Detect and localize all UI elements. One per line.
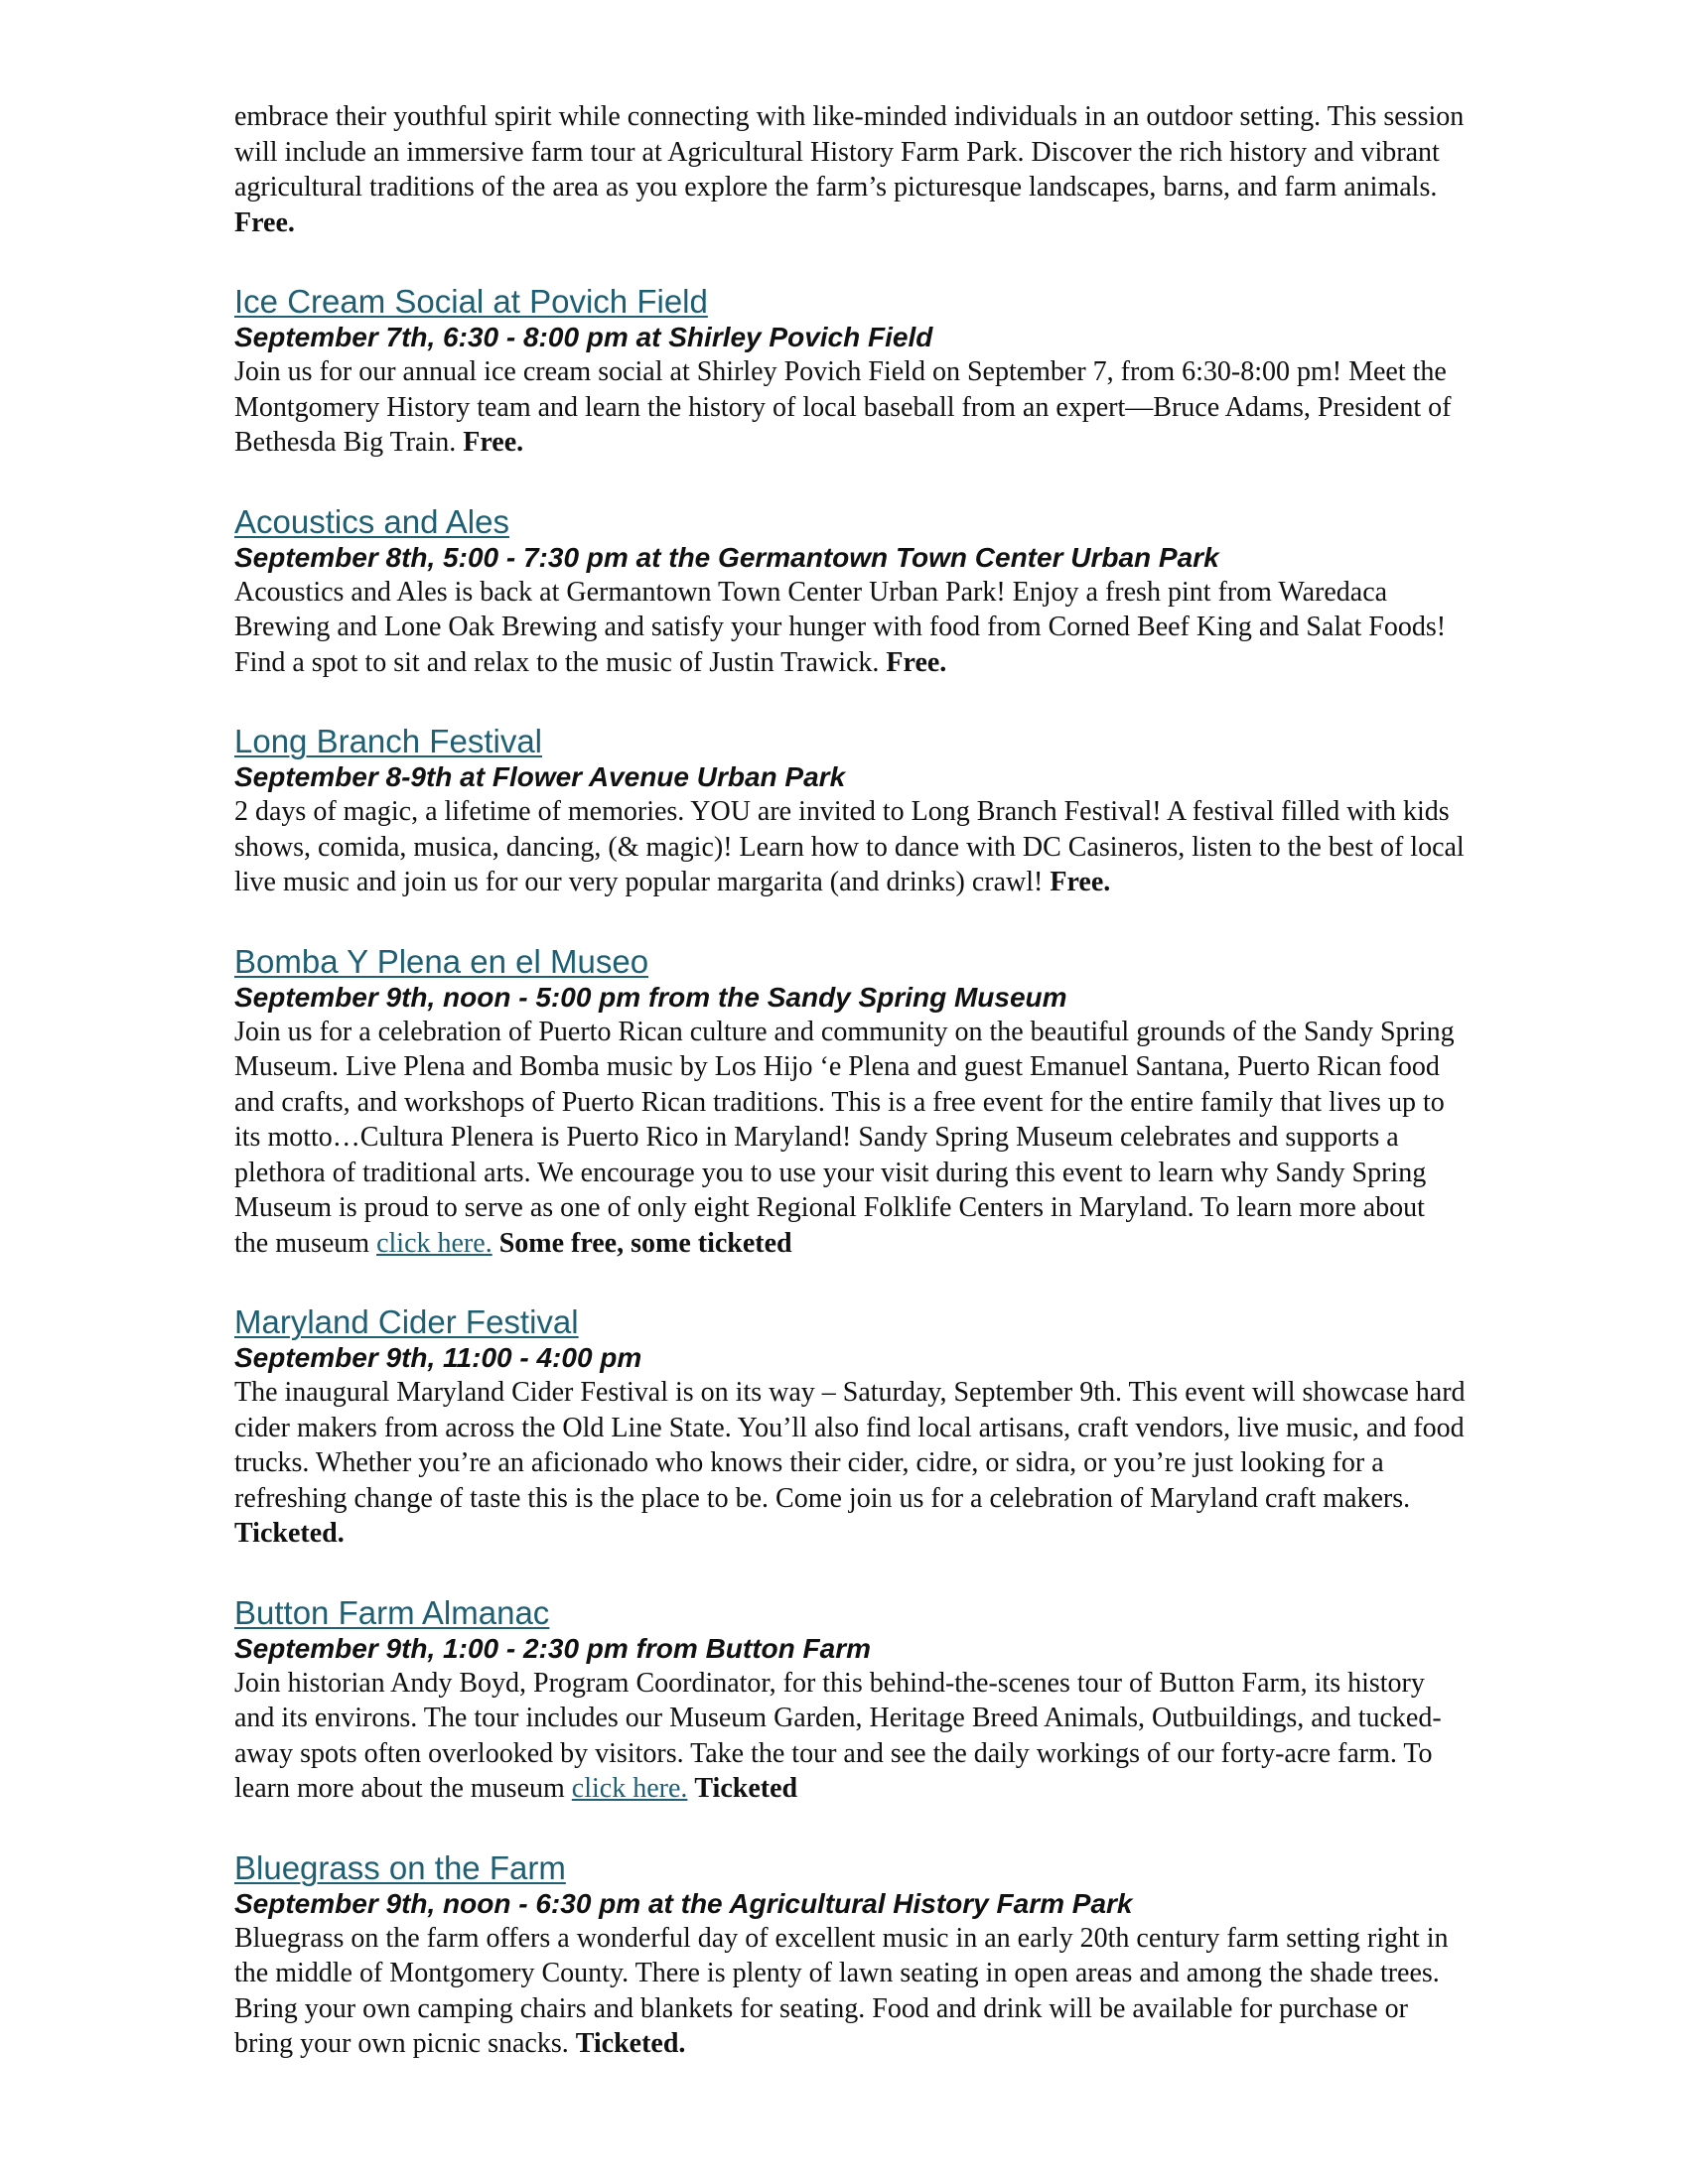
event-description-text: Join us for our annual ice cream social at Shirley Povich Field on September 7, from 6:30-8:00 pm! Meet the Montgomery History team and learn the history of local baseball from an expert—Bruce Adams, President of Bethesda Big Train. [234,356,1452,458]
event-description-text: The inaugural Maryland Cider Festival is on its way – Saturday, September 9th. This event will showcase hard cider makers from across the Old Line State. You’ll also find local artisans, craft vendors, live music, and food trucks. Whether you’re an aficionado who knows their cider, cidre, or sidra, or you’re just looking for a refreshing change of taste this is the place to be. Come join us for a celebration of Maryland craft makers. [234,1377,1466,1514]
event-price: Ticketed. [575,2028,686,2059]
document-page [234,99,1466,2062]
event-description-text: Acoustics and Ales is back at Germantown Town Center Urban Park! Enjoy a fresh pint from Waredaca Brewing and Lone Oak Brewing and satisfy your hunger with food from Corned Beef King and Salat Foods! Find a spot to sit and relax to the music of Justin Trawick. [234,576,1447,678]
event-date-location: September 7th, 6:30 - 8:00 pm at Shirley Povich Field [234,322,933,352]
event-bomba-y-plena [234,943,1466,1262]
event-title-link[interactable]: Button Farm Almanac [234,1593,550,1631]
event-price: Free. [1050,867,1111,897]
event-title-link[interactable]: Long Branch Festival [234,723,543,759]
event-long-branch-festival [234,723,1466,900]
event-description [234,1375,1466,1552]
event-description [234,575,1466,681]
intro-text: embrace their youthful spirit while connecting with like-minded individuals in an outdoor setting. This session will include an immersive farm tour at Agricultural History Farm Park. Discover the rich history and vibrant agricultural traditions of the area as you explore the farm’s picturesque landscapes, barns, and farm animals. [234,101,1465,203]
event-title-link[interactable]: Maryland Cider Festival [234,1303,579,1340]
event-date-location: September 9th, 11:00 - 4:00 pm [234,1342,642,1373]
event-price: Free. [886,646,947,678]
event-title-link[interactable]: Ice Cream Social at Povich Field [234,283,708,320]
event-description [234,1666,1466,1807]
museum-click-here-link[interactable]: click here. [571,1773,688,1804]
event-price: Ticketed. [234,1518,345,1549]
event-price: Free. [463,427,524,458]
event-description [234,1921,1466,2062]
event-acoustics-and-ales [234,503,1466,681]
event-ice-cream-social [234,283,1466,461]
event-date-location: September 8-9th at Flower Avenue Urban Park [234,761,846,792]
intro-paragraph [234,99,1466,240]
intro-price: Free. [234,206,295,238]
event-date-location: September 9th, noon - 5:00 pm from the Sandy Spring Museum [234,981,1067,1013]
event-date-location: September 8th, 5:00 - 7:30 pm at the Germantown Town Center Urban Park [234,541,1219,573]
event-date-location: September 9th, 1:00 - 2:30 pm from Button Farm [234,1632,872,1664]
event-description [234,354,1466,461]
event-title-link[interactable]: Bluegrass on the Farm [234,1848,566,1886]
event-bluegrass-on-the-farm [234,1849,1466,2062]
event-description-text: 2 days of magic, a lifetime of memories. YOU are invited to Long Branch Festival! A festival filled with kids shows, comida, musica, dancing, (& magic)! Learn how to dance with DC Casineros, listen to the best of local live music and join us for our very popular margarita (and drinks) crawl! [234,796,1465,897]
event-price: Ticketed [694,1773,798,1804]
event-title-link[interactable]: Acoustics and Ales [234,502,509,540]
museum-click-here-link[interactable]: click here. [376,1227,492,1259]
event-date-location: September 9th, noon - 6:30 pm at the Agricultural History Farm Park [234,1887,1133,1919]
event-description [234,794,1466,900]
event-button-farm-almanac [234,1594,1466,1807]
event-description-text: Bluegrass on the farm offers a wonderful day of excellent music in an early 20th century farm setting right in the middle of Montgomery County. There is plenty of lawn seating in open areas and among the shade trees. Bring your own camping chairs and blankets for seating. Food and drink will be available for purchase or bring your own picnic snacks. [234,1922,1449,2059]
event-price: Some free, some ticketed [498,1227,792,1259]
event-description-text: Join historian Andy Boyd, Program Coordinator, for this behind-the-scenes tour of Button Farm, its history and its environs. The tour includes our Museum Garden, Heritage Breed Animals, Outbuildings, and tucked-away spots often overlooked by visitors. Take the tour and see the daily workings of our forty-acre farm. To learn more about the museum [234,1667,1442,1804]
event-description-text: Join us for a celebration of Puerto Rican culture and community on the beautiful grounds of the Sandy Spring Museum. Live Plena and Bomba music by Los Hijo ‘e Plena and guest Emanuel Santana, Puerto Rican food and crafts, and workshops of Puerto Rican traditions. This is a free event for the entire family that lives up to its motto…Cultura Plenera is Puerto Rico in Maryland! Sandy Spring Museum celebrates and supports a plethora of traditional arts. We encourage you to use your visit during this event to learn why Sandy Spring Museum is proud to serve as one of only eight Regional Folklife Centers in Maryland. To learn more about the museum [234,1016,1455,1259]
event-maryland-cider-festival [234,1303,1466,1552]
event-description [234,1015,1466,1262]
event-title-link[interactable]: Bomba Y Plena en el Museo [234,942,649,980]
